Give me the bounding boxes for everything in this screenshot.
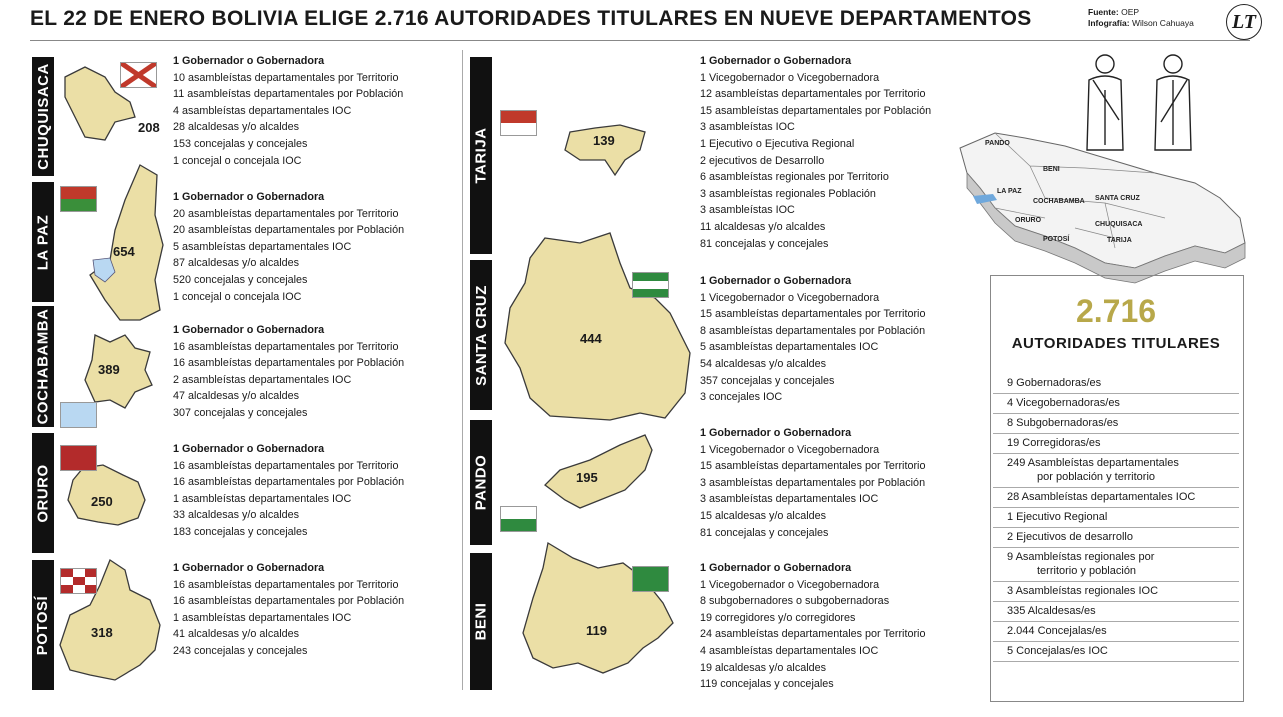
authority-line: 20 asambleístas departamentales por Población — [173, 224, 405, 237]
authority-line: 11 asambleístas departamentales por Población — [173, 88, 404, 101]
department-count: 195 — [576, 470, 598, 485]
source-value: OEP — [1121, 7, 1140, 17]
authority-line: 1 Vicegobernador o Vicegobernadora — [700, 291, 880, 304]
authority-line: 16 asambleístas departamentales por Población — [173, 357, 405, 370]
department-count: 119 — [586, 623, 607, 638]
authority-line: 243 concejalas y concejales — [173, 644, 308, 657]
page-title: EL 22 DE ENERO BOLIVIA ELIGE 2.716 AUTORIDADES TITULARES EN NUEVE DEPARTAMENTOS — [30, 7, 1032, 30]
department-band-oruro — [32, 433, 54, 553]
credits — [1088, 7, 1194, 29]
authority-line: 16 asambleístas departamentales por Población — [173, 595, 405, 608]
department-name: LA PAZ — [34, 214, 52, 270]
department-flag — [500, 506, 537, 532]
summary-item-text: 4 Vicegobernadoras/es — [1007, 397, 1120, 409]
department-authorities-list — [700, 560, 925, 693]
total-label: AUTORIDADES TITULARES — [1011, 335, 1221, 352]
authority-line: 3 asambleístas IOC — [700, 121, 795, 134]
authority-line: 19 alcaldesas y/o alcaldes — [700, 661, 827, 674]
summary-item-text: 335 Alcaldesas/es — [1007, 605, 1096, 617]
authority-line: 11 alcaldesas y/o alcaldes — [700, 220, 826, 233]
map-label-tarija: TARIJA — [1107, 237, 1132, 244]
authority-line: 4 asambleístas departamentales IOC — [173, 104, 352, 117]
authority-line: 1 Gobernador o Gobernadora — [700, 275, 852, 287]
summary-item-text: 1 Ejecutivo Regional — [1007, 511, 1108, 523]
authority-line: 6 asambleístas regionales por Territorio — [700, 171, 889, 184]
department-count: 389 — [98, 362, 120, 377]
map-label-potosi: POTOSÍ — [1043, 236, 1070, 243]
authority-line: 1 Vicegobernador o Vicegobernadora — [700, 443, 880, 456]
summary-item-text: 5 Concejalas/es IOC — [1007, 645, 1108, 657]
department-shape — [560, 120, 650, 180]
header-divider — [30, 40, 1250, 41]
summary-item — [993, 582, 1239, 602]
authority-line: 1 Gobernador o Gobernadora — [700, 55, 852, 67]
department-authorities-list — [173, 560, 404, 660]
summary-item — [993, 642, 1239, 662]
department-shape — [518, 538, 678, 678]
source-label: Fuente: — [1088, 7, 1119, 17]
authority-line: 1 Gobernador o Gobernadora — [700, 562, 852, 574]
department-shape — [500, 228, 695, 423]
map-label-cochabamba: COCHABAMBA — [1033, 198, 1085, 205]
department-flag — [60, 568, 97, 594]
authority-line: 119 concejalas y concejales — [700, 678, 834, 691]
authority-line: 3 asambleístas departamentales por Población — [700, 476, 926, 489]
department-count: 654 — [113, 244, 135, 259]
column-divider — [462, 50, 463, 690]
authority-line: 1 Vicegobernador o Vicegobernadora — [700, 71, 880, 84]
department-flag — [60, 445, 97, 471]
authority-line: 41 alcaldesas y/o alcaldes — [173, 628, 300, 641]
summary-item-text: 9 Asambleístas regionales por — [1007, 551, 1155, 563]
department-map — [500, 228, 695, 423]
authority-line: 520 concejalas y concejales — [173, 273, 308, 286]
map-label-beni: BENI — [1043, 166, 1060, 173]
department-flag — [60, 186, 97, 212]
authority-line: 1 asambleístas departamentales IOC — [173, 492, 352, 505]
department-count: 444 — [580, 331, 602, 346]
summary-item-text: 3 Asambleístas regionales IOC — [1007, 585, 1159, 597]
authority-line: 16 asambleístas departamentales por Población — [173, 476, 405, 489]
authority-line: 357 concejalas y concejales — [700, 374, 835, 387]
department-authorities-list — [173, 53, 403, 169]
department-flag — [120, 62, 157, 88]
authority-line: 3 asambleístas departamentales IOC — [700, 493, 879, 506]
department-name: COCHABAMBA — [34, 308, 52, 425]
summary-list — [993, 374, 1239, 662]
department-name: TARIJA — [472, 127, 490, 184]
department-map — [85, 160, 165, 325]
map-label-la-paz: LA PAZ — [997, 188, 1022, 195]
authority-line: 3 concejales IOC — [700, 391, 783, 404]
authority-line: 19 corregidores y/o corregidores — [700, 611, 856, 624]
summary-item-text: 2 Ejecutivos de desarrollo — [1007, 531, 1133, 543]
summary-item — [993, 414, 1239, 434]
newspaper-logo: LT — [1226, 4, 1262, 40]
department-authorities-list — [700, 53, 931, 252]
department-band-tarija — [470, 57, 492, 254]
authority-line: 28 alcaldesas y/o alcaldes — [173, 121, 300, 134]
authority-line: 1 Gobernador o Gobernadora — [700, 427, 852, 439]
department-map — [80, 330, 155, 410]
authority-line: 16 asambleístas departamentales por Territorio — [173, 578, 399, 591]
department-band-beni — [470, 553, 492, 690]
department-flag — [632, 566, 669, 592]
department-band-chuquisaca — [32, 57, 54, 176]
department-count: 139 — [593, 133, 615, 148]
summary-item — [993, 488, 1239, 508]
summary-item — [993, 374, 1239, 394]
authority-line: 3 asambleístas IOC — [700, 204, 795, 217]
authority-line: 1 Gobernador o Gobernadora — [173, 443, 325, 455]
department-map — [518, 538, 678, 678]
authority-line: 1 Gobernador o Gobernadora — [173, 324, 325, 336]
summary-item-text: 8 Subgobernadoras/es — [1007, 417, 1119, 429]
authority-line: 15 asambleístas departamentales por Territorio — [700, 460, 926, 473]
infographic-author: Wilson Cahuaya — [1131, 18, 1194, 28]
total-authorities: 2.716 — [1075, 293, 1157, 329]
department-authorities-list — [173, 322, 404, 422]
summary-item-text: 249 Asambleístas departamentales — [1007, 457, 1179, 469]
authority-line: 1 concejal o concejala IOC — [173, 154, 302, 167]
department-authorities-list — [700, 273, 925, 406]
department-band-potosi — [32, 560, 54, 690]
summary-item — [993, 454, 1239, 488]
summary-item — [993, 622, 1239, 642]
authority-line: 15 asambleístas departamentales por Población — [700, 104, 932, 117]
department-name: ORURO — [34, 463, 52, 523]
department-band-cochabamba — [32, 306, 54, 427]
authority-line: 54 alcaldesas y/o alcaldes — [700, 357, 827, 370]
authority-line: 12 asambleístas departamentales por Territorio — [700, 88, 926, 101]
authority-line: 20 asambleístas departamentales por Territorio — [173, 207, 399, 220]
authority-line: 81 concejalas y concejales — [700, 237, 829, 250]
authority-line: 1 asambleístas departamentales IOC — [173, 611, 352, 624]
department-flag — [60, 402, 97, 428]
summary-item — [993, 508, 1239, 528]
department-name: POTOSÍ — [34, 595, 52, 655]
department-band-santa-cruz — [470, 260, 492, 410]
department-map — [560, 120, 650, 180]
authority-line: 10 asambleístas departamentales por Territorio — [173, 71, 399, 84]
authority-line: 5 asambleístas departamentales IOC — [173, 240, 352, 253]
department-map — [540, 430, 655, 510]
summary-item-text: 2.044 Concejalas/es — [1007, 625, 1107, 637]
authority-line: 1 Ejecutivo o Ejecutiva Regional — [700, 137, 855, 150]
authority-line: 4 asambleístas departamentales IOC — [700, 644, 879, 657]
summary-item — [993, 434, 1239, 454]
summary-item-text: por población y territorio — [1037, 471, 1156, 483]
department-name: BENI — [472, 602, 490, 641]
authority-line: 1 Gobernador o Gobernadora — [173, 191, 325, 203]
authority-line: 153 concejalas y concejales — [173, 137, 308, 150]
summary-item-text: 28 Asambleístas departamentales IOC — [1007, 491, 1196, 503]
department-authorities-list — [700, 425, 925, 541]
summary-item — [993, 394, 1239, 414]
authority-line: 307 concejalas y concejales — [173, 406, 308, 419]
authority-line: 81 concejalas y concejales — [700, 526, 829, 539]
authority-line: 2 ejecutivos de Desarrollo — [700, 154, 825, 167]
authority-line: 16 asambleístas departamentales por Territorio — [173, 340, 399, 353]
authority-line: 15 alcaldesas y/o alcaldes — [700, 509, 827, 522]
summary-item — [993, 528, 1239, 548]
authority-line: 1 Gobernador o Gobernadora — [173, 55, 325, 67]
department-authorities-list — [173, 441, 404, 541]
authority-line: 1 Gobernador o Gobernadora — [173, 562, 325, 574]
authority-line: 87 alcaldesas y/o alcaldes — [173, 257, 300, 270]
authority-line: 8 asambleístas departamentales por Población — [700, 324, 926, 337]
map-label-chuquisaca: CHUQUISACA — [1095, 221, 1143, 228]
authority-line: 3 asambleístas regionales Población — [700, 187, 876, 200]
authority-line: 15 asambleístas departamentales por Territorio — [700, 308, 926, 321]
authority-line: 183 concejalas y concejales — [173, 525, 308, 538]
department-band-pando — [470, 420, 492, 545]
department-name: SANTA CRUZ — [472, 284, 490, 386]
department-authorities-list — [173, 189, 404, 305]
authority-line: 1 Vicegobernador o Vicegobernadora — [700, 578, 880, 591]
infographic-label: Infografía: — [1088, 18, 1130, 28]
department-name: CHUQUISACA — [34, 63, 52, 170]
department-name: PANDO — [472, 454, 490, 511]
authority-line: 33 alcaldesas y/o alcaldes — [173, 509, 300, 522]
authority-line: 2 asambleístas departamentales IOC — [173, 373, 352, 386]
department-count: 208 — [138, 120, 160, 135]
authority-line: 8 subgobernadores o subgobernadoras — [700, 595, 890, 608]
map-label-santa-cruz: SANTA CRUZ — [1095, 195, 1140, 202]
department-flag — [632, 272, 669, 298]
summary-item-text: territorio y población — [1037, 565, 1137, 577]
summary-item — [993, 602, 1239, 622]
authority-line: 1 concejal o concejala IOC — [173, 290, 302, 303]
authority-line: 47 alcaldesas y/o alcaldes — [173, 390, 300, 403]
authority-line: 16 asambleístas departamentales por Territorio — [173, 459, 399, 472]
summary-item — [993, 548, 1239, 582]
map-label-oruro: ORURO — [1015, 217, 1042, 224]
summary-item-text: 9 Gobernadoras/es — [1007, 377, 1102, 389]
summary-item-text: 19 Corregidoras/es — [1007, 437, 1101, 449]
department-flag — [500, 110, 537, 136]
authority-line: 5 asambleístas departamentales IOC — [700, 341, 879, 354]
department-band-la-paz — [32, 182, 54, 302]
map-label-pando: PANDO — [985, 140, 1010, 147]
department-count: 250 — [91, 494, 113, 509]
authority-line: 24 asambleístas departamentales por Territorio — [700, 628, 926, 641]
department-shape — [85, 160, 165, 325]
department-count: 318 — [91, 625, 113, 640]
officials-illustration — [1075, 50, 1205, 160]
